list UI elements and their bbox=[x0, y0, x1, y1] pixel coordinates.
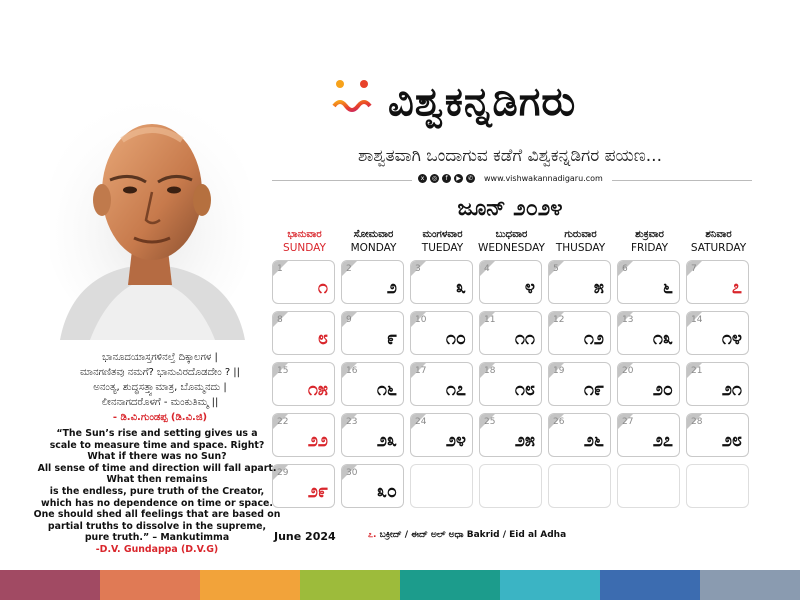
weekday-english: THUSDAY bbox=[555, 242, 606, 254]
day-number: 19 bbox=[553, 366, 565, 376]
day-kannada-numeral: ೩೦ bbox=[376, 481, 397, 502]
day-number: 17 bbox=[415, 366, 427, 376]
weekday-english: FRIDAY bbox=[630, 242, 669, 254]
calendar-day-cell[interactable] bbox=[479, 413, 542, 457]
day-kannada-numeral: ೧೮ bbox=[514, 379, 535, 400]
calendar-day-cell[interactable] bbox=[548, 260, 611, 304]
weekday-header-saturday bbox=[684, 228, 753, 255]
vishwakannadigaru-logo-icon bbox=[330, 76, 382, 128]
calendar-day-cell[interactable] bbox=[617, 260, 680, 304]
calendar-grid bbox=[272, 260, 753, 508]
calendar-empty-cell bbox=[410, 464, 473, 508]
day-number: 9 bbox=[346, 315, 352, 325]
quote-line: partial truths to dissolve in the supreme, bbox=[47, 520, 267, 532]
weekday-header-thursday bbox=[546, 228, 615, 255]
day-number: 30 bbox=[346, 468, 358, 478]
x-icon[interactable]: x bbox=[418, 174, 427, 183]
day-number: 24 bbox=[415, 417, 427, 427]
day-kannada-numeral: ೪ bbox=[524, 277, 535, 298]
quote-line: What if there was no Sun? bbox=[87, 451, 227, 463]
quote-line: scale to measure time and space. Right? bbox=[49, 439, 265, 451]
day-number: 10 bbox=[415, 315, 427, 325]
calendar-day-cell[interactable] bbox=[410, 311, 473, 355]
day-number: 8 bbox=[277, 315, 283, 325]
calendar-day-cell[interactable] bbox=[410, 260, 473, 304]
day-kannada-numeral: ೭ bbox=[731, 277, 742, 298]
day-number: 20 bbox=[622, 366, 634, 376]
weekday-header-wednesday bbox=[477, 228, 546, 255]
weekday-english: MONDAY bbox=[350, 242, 397, 254]
weekday-header-sunday bbox=[270, 228, 339, 255]
weekday-english: SUNDAY bbox=[283, 242, 326, 254]
day-number: 5 bbox=[553, 264, 559, 274]
whatsapp-icon[interactable]: ✆ bbox=[467, 175, 474, 182]
quote-credit: -D.V. Gundappa (D.V.G) bbox=[95, 543, 219, 555]
day-number: 2 bbox=[346, 264, 352, 274]
weekday-kannada: ಗುರುವಾರ bbox=[564, 229, 597, 240]
quote-line: What then remains bbox=[106, 474, 208, 486]
divider-right bbox=[612, 180, 752, 181]
calendar-day-cell[interactable] bbox=[479, 311, 542, 355]
calendar-empty-cell bbox=[686, 464, 749, 508]
day-kannada-numeral: ೧೭ bbox=[445, 379, 466, 400]
english-translation bbox=[28, 428, 289, 556]
calendar-day-cell[interactable] bbox=[341, 362, 404, 406]
day-number: 16 bbox=[346, 366, 358, 376]
tagline: ಶಾಶ್ವತವಾಗಿ ಒಂದಾಗುವ ಕಡೆಗೆ ವಿಶ್ವಕನ್ನಡಿಗರ ಪಯಣ... bbox=[358, 146, 662, 166]
weekday-english: TUEDAY bbox=[421, 242, 464, 254]
day-kannada-numeral: ೨೪ bbox=[445, 430, 466, 451]
weekday-header-tuesday bbox=[408, 228, 477, 255]
brand-logo[interactable] bbox=[330, 76, 576, 128]
day-number: 21 bbox=[691, 366, 703, 376]
day-kannada-numeral: ೧೧ bbox=[514, 328, 535, 349]
calendar-day-cell[interactable] bbox=[617, 362, 680, 406]
footer-band bbox=[400, 570, 500, 600]
day-number: 14 bbox=[691, 315, 703, 325]
calendar-day-cell[interactable] bbox=[548, 362, 611, 406]
portrait-illustration bbox=[50, 80, 250, 340]
calendar-empty-cell bbox=[479, 464, 542, 508]
weekday-english: SATURDAY bbox=[690, 242, 747, 254]
social-links bbox=[418, 174, 603, 183]
day-kannada-numeral: ೧೯ bbox=[583, 379, 604, 400]
day-kannada-numeral: ೨೧ bbox=[721, 379, 742, 400]
day-number: 22 bbox=[277, 417, 289, 427]
day-number: 27 bbox=[622, 417, 634, 427]
day-kannada-numeral: ೨ bbox=[386, 277, 397, 298]
quote-line: One should shed all feelings that are based on bbox=[33, 509, 281, 521]
holiday-text: ಬಕ್ರೀದ್ / ಈದ್ ಅಲ್ ಅಧಾ Bakrid / Eid al Adha bbox=[379, 530, 567, 540]
footer-band bbox=[500, 570, 600, 600]
weekday-kannada: ಭಾನುವಾರ bbox=[287, 229, 322, 240]
weekday-english: WEDNESDAY bbox=[478, 242, 545, 254]
quote-line: All sense of time and direction will fall apart. bbox=[37, 462, 277, 474]
footer-band bbox=[0, 570, 100, 600]
day-number: 7 bbox=[691, 264, 697, 274]
poem-line: ಲೀನನಾಗದರೊಳಗೆ - ಮಂಕುತಿಮ್ಮ || bbox=[101, 397, 219, 408]
quote-line: pure truth.” – Mankutimma bbox=[84, 532, 230, 544]
weekday-headers bbox=[270, 228, 753, 255]
footer-band bbox=[200, 570, 300, 600]
day-kannada-numeral: ೨೯ bbox=[307, 481, 328, 502]
day-kannada-numeral: ೩ bbox=[455, 277, 466, 298]
day-number: 28 bbox=[691, 417, 703, 427]
poem-author: - ಡಿ.ವಿ.ಗುಂಡಪ್ಪ (ಡಿ.ವಿ.ಜಿ) bbox=[112, 412, 208, 423]
day-number: 29 bbox=[277, 468, 289, 478]
website-link[interactable]: www.vishwakannadigaru.com bbox=[484, 174, 603, 183]
calendar-day-cell[interactable] bbox=[341, 464, 404, 508]
calendar-day-cell[interactable] bbox=[686, 413, 749, 457]
calendar-day-cell[interactable] bbox=[548, 311, 611, 355]
footer-band bbox=[300, 570, 400, 600]
calendar-day-cell[interactable] bbox=[548, 413, 611, 457]
day-number: 26 bbox=[553, 417, 565, 427]
day-kannada-numeral: ೧೩ bbox=[652, 328, 673, 349]
day-number: 1 bbox=[277, 264, 283, 274]
calendar-day-cell[interactable] bbox=[410, 362, 473, 406]
footer-band bbox=[700, 570, 800, 600]
day-number: 25 bbox=[484, 417, 496, 427]
day-kannada-numeral: ೨೦ bbox=[652, 379, 673, 400]
quote-line: “The Sun’s rise and setting gives us a bbox=[56, 428, 258, 439]
calendar-day-cell[interactable] bbox=[479, 362, 542, 406]
day-kannada-numeral: ೮ bbox=[317, 328, 328, 349]
weekday-kannada: ಬುಧವಾರ bbox=[495, 229, 528, 240]
calendar-day-cell[interactable] bbox=[272, 260, 335, 304]
footer-band bbox=[100, 570, 200, 600]
poem-line: ಅನಂತ್ಯ, ಶುದ್ಧಸತ್ತ್ವಾಮಾತ್ರ, ಬೊಮ್ಮನದು | bbox=[93, 382, 227, 393]
weekday-header-monday bbox=[339, 228, 408, 255]
weekday-header-friday bbox=[615, 228, 684, 255]
divider-left bbox=[272, 180, 412, 181]
calendar-day-cell[interactable] bbox=[479, 260, 542, 304]
brand-name: ವಿಶ್ವಕನ್ನಡಿಗರು bbox=[388, 79, 577, 125]
poem-line: ಭಾನೂದಯಾಸ್ತಗಳಿನಲ್ತೆ ದಿಕ್ಕಾಲಗಳ | bbox=[102, 352, 218, 363]
day-number: 11 bbox=[484, 315, 496, 325]
youtube-icon[interactable]: ▶ bbox=[454, 174, 463, 183]
poem-line: ಮಾನಗಣಿತವು ನಮಗೆ? ಭಾನುವಿರದೊಡದೇಂ ? || bbox=[79, 367, 241, 378]
calendar-day-cell[interactable] bbox=[686, 362, 749, 406]
footer-band bbox=[600, 570, 700, 600]
day-number: 23 bbox=[346, 417, 358, 427]
day-kannada-numeral: ೧೬ bbox=[376, 379, 397, 400]
facebook-icon[interactable]: f bbox=[442, 174, 451, 183]
calendar-day-cell[interactable] bbox=[617, 311, 680, 355]
quote-line: which has no dependence on time or space. bbox=[41, 497, 273, 509]
day-kannada-numeral: ೧೨ bbox=[583, 328, 604, 349]
kannada-poem bbox=[55, 350, 265, 425]
day-kannada-numeral: ೨೭ bbox=[652, 430, 673, 451]
day-kannada-numeral: ೬ bbox=[662, 277, 673, 298]
calendar-day-cell[interactable] bbox=[410, 413, 473, 457]
holiday-date: ೭. bbox=[368, 530, 377, 540]
day-kannada-numeral: ೨೨ bbox=[307, 430, 328, 451]
weekday-kannada: ಮಂಗಳವಾರ bbox=[422, 229, 463, 240]
day-number: 15 bbox=[277, 366, 289, 376]
day-kannada-numeral: ೧೪ bbox=[721, 328, 742, 349]
calendar-day-cell[interactable] bbox=[686, 260, 749, 304]
day-kannada-numeral: ೨೮ bbox=[721, 430, 742, 451]
day-kannada-numeral: ೨೫ bbox=[514, 430, 535, 451]
day-kannada-numeral: ೯ bbox=[386, 328, 397, 349]
instagram-icon[interactable]: ◎ bbox=[431, 175, 438, 182]
calendar-day-cell[interactable] bbox=[341, 260, 404, 304]
calendar-day-cell[interactable] bbox=[272, 311, 335, 355]
day-kannada-numeral: ೧ bbox=[317, 277, 328, 298]
calendar-day-cell[interactable] bbox=[341, 311, 404, 355]
month-title: ಜೂನ್ ೨೦೨೪ bbox=[457, 196, 563, 221]
day-number: 12 bbox=[553, 315, 565, 325]
day-kannada-numeral: ೨೬ bbox=[583, 430, 604, 451]
holiday-note bbox=[368, 530, 566, 540]
day-number: 18 bbox=[484, 366, 496, 376]
day-number: 13 bbox=[622, 315, 634, 325]
quote-line: is the endless, pure truth of the Creator, bbox=[49, 485, 265, 497]
calendar-day-cell[interactable] bbox=[341, 413, 404, 457]
day-kannada-numeral: ೨೩ bbox=[376, 430, 397, 451]
month-english: June 2024 bbox=[274, 530, 336, 543]
calendar-day-cell[interactable] bbox=[686, 311, 749, 355]
day-number: 3 bbox=[415, 264, 421, 274]
day-kannada-numeral: ೧೦ bbox=[445, 328, 466, 349]
weekday-kannada: ಶನಿವಾರ bbox=[705, 229, 732, 240]
day-number: 6 bbox=[622, 264, 628, 274]
calendar-empty-cell bbox=[617, 464, 680, 508]
day-number: 4 bbox=[484, 264, 490, 274]
day-kannada-numeral: ೫ bbox=[593, 277, 604, 298]
day-kannada-numeral: ೧೫ bbox=[307, 379, 328, 400]
calendar-day-cell[interactable] bbox=[617, 413, 680, 457]
calendar-empty-cell bbox=[548, 464, 611, 508]
footer-color-bands bbox=[0, 570, 800, 600]
weekday-kannada: ಸೋಮವಾರ bbox=[353, 229, 394, 240]
calendar-day-cell[interactable] bbox=[272, 362, 335, 406]
weekday-kannada: ಶುಕ್ರವಾರ bbox=[635, 229, 664, 240]
